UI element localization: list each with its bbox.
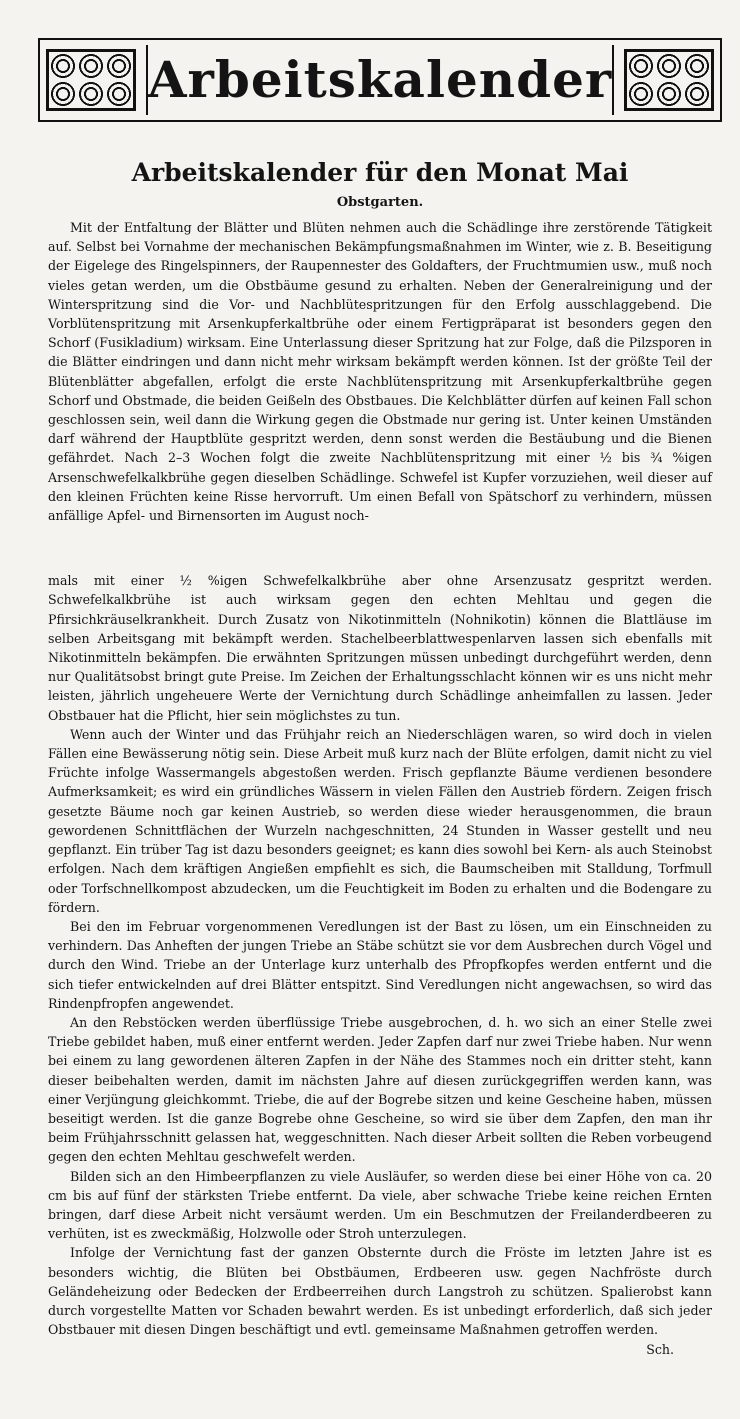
article-headline: Arbeitskalender für den Monat Mai [131, 158, 629, 187]
right-ornament [624, 49, 714, 111]
article-body-part2 [48, 571, 712, 1339]
author-signature: Sch. [646, 1342, 674, 1358]
paragraph: Wenn auch der Winter und das Frühjahr reich an Niederschlägen waren, so wird doch in vielen Fällen eine Bewässerung nötig sein. Diese Arbeit muß kurz nach der Blüte erfolgen, damit nicht zu viel Früchte infolge Wassermangels abgestoßen werden. Frisch gepflanzte Bäume verdienen besondere Aufmerksamkeit; es wird ein gründliches Wässern in vielen Fällen den Austrieb fördern. Zeigen frisch gesetzte Bäume noch gar keinen Austrieb, so werden diese wieder herausgenommen, die braun gewordenen Schnittflächen der Wurzeln nachgeschnitten, 24 Stunden in Wasser gestellt und neu gepflanzt. Ein trüber Tag ist dazu besonders geeignet; es kann dies sowohl bei Kern- als auch Steinobst erfolgen. Nach dem kräftigen Angießen empfiehlt es sich, die Baumscheiben mit Stalldung, Torfmull oder Torfschnellkompost abzudecken, um die Feuchtigkeit im Boden zu erhalten und die Bodengare zu fördern. [48, 726, 712, 915]
article [48, 158, 712, 1358]
paragraph: Infolge der Vernichtung fast der ganzen Obsternte durch die Fröste im letzten Jahre ist es besonders wichtig, die Blüten bei Obstbäumen, Erdbeeren usw. gegen Nachfröste durch Geländeheizung oder Bedecken der Erdbeerreihen durch Langstroh zu schützen. Spalierobst kann durch vorgestellte Matten vor Schaden bewahrt werden. Es ist unbedingt erforderlich, daß sich jeder Obstbauer mit diesen Dingen beschäftigt und evtl. gemeinsame Maßnahmen getroffen werden. [48, 1245, 712, 1338]
section-heading: Obstgarten. [336, 195, 424, 210]
paragraph: Bei den im Februar vorgenommenen Veredlungen ist der Bast zu lösen, um ein Einschneiden zu verhindern. Das Anheften der jungen Triebe an Stäbe schützt sie vor dem Ausbrechen durch Vögel und durch den Wind. Triebe an der Unterlage kurz unterhalb des Pfropfkopfes werden entfernt und die sich tiefer entwickelnden auf drei Blätter entspitzt. Sind Veredlungen nicht angewachsen, so wird das Rindenpfropfen angewendet. [48, 918, 712, 1011]
signature-line [48, 1339, 712, 1358]
paragraph: An den Rebstöcken werden überflüssige Triebe ausgebrochen, d. h. wo sich an einer Stelle zwei Triebe gebildet haben, muß einer entfernt werden. Jeder Zapfen darf nur zwei Triebe haben. Nur wenn bei einem zu lang gewordenen älteren Zapfen in der Nähe des Stammes noch ein dritter steht, kann dieser beibehalten werden, damit im nächsten Jahre auf diesen zurückgegriffen werden kann, was einer Verjüngung gleichkommt. Triebe, die auf der Bogrebe sitzen und keine Gescheine haben, müssen beseitigt werden. Ist die ganze Bogrebe ohne Gescheine, so wird sie über dem Zapfen, den man ihr beim Frühjahrsschnitt gelassen hat, weggeschnitten. Nach dieser Arbeit sollten die Reben vorbeugend gegen den echten Mehltau geschwefelt werden. [48, 1014, 712, 1165]
paragraph: mals mit einer ½ %igen Schwefelkalkbrühe aber ohne Arsenzusatz gespritzt werden. Schwefelkalkbrühe ist auch wirksam gegen den echten Mehltau und gegen die Pfirsichkräuselkrankheit. Durch Zusatz von Nikotinmitteln (Nohnikotin) können die Blattläuse im selben Arbeitsgang mit bekämpft werden. Stachelbeerblattwespenlarven lassen sich ebenfalls mit Nikotinmitteln bekämpfen. Die erwähnten Spritzungen müssen unbedingt durchgeführt werden, denn nur Qualitätsobst bringt gute Preise. Im Zeichen der Erhaltungsschlacht können wir es uns nicht mehr leisten, jährlich ungeheuere Werte der Vernichtung durch Schädlinge anheimfallen zu lassen. Jeder Obstbauer hat die Pflicht, hier sein möglichstes zu tun. [48, 573, 712, 723]
left-ornament [46, 49, 136, 111]
masthead [38, 38, 722, 122]
article-body-part1 [48, 218, 712, 525]
paragraph: Bilden sich an den Himbeerpflanzen zu viele Ausläufer, so werden diese bei einer Höhe von ca. 20 cm bis auf fünf der stärksten Triebe entfernt. Da viele, aber schwache Triebe keine reichen Ernten bringen, darf diese Arbeit nicht versäumt werden. Um ein Beschmutzen der Freilanderdbeeren zu verhüten, ist es zweckmäßig, Holzwolle oder Stroh unterzulegen. [48, 1168, 712, 1242]
column-gap [48, 525, 712, 571]
paragraph: Mit der Entfaltung der Blätter und Blüten nehmen auch die Schädlinge ihre zerstörende Tätigkeit auf. Selbst bei Vornahme der mechanischen Bekämpfungsmaßnahmen im Winter, wie z. B. Beseitigung der Eigelege des Ringelspinners, der Raupennester des Goldafters, der Fruchtmumien usw., muß noch vieles getan werden, um die Obstbäume gesund zu erhalten. Neben der Generalreinigung und der Winterspritzung sind die Vor- und Nachblütespritzungen für den Erfolg ausschlaggebend. Die Vorblütenspritzung mit Arsenkupferkaltbrühe oder einem Fertigpräparat ist besonders gegen den Schorf (Fusikladium) wirksam. Eine Unterlassung dieser Spritzung hat zur Folge, daß die Pilzsporen in die Blätter eindringen und dann nicht mehr wirksam bekämpft werden können. Ist der größte Teil der Blütenblätter abgefallen, erfolgt die erste Nachblütenspritzung mit Arsenkupferkaltbrühe gegen Schorf und Obstmade, die beiden Geißeln des Obstbaues. Die Kelchblätter dürfen auf keinen Fall schon geschlossen sein, weil dann die Wirkung gegen die Obstmade nur gering ist. Unter keinen Umständen darf während der Hauptblüte gespritzt werden, denn sonst werden die Bestäubung und die Bienen gefährdet. Nach 2–3 Wochen folgt die zweite Nachblütenspritzung mit einer ½ bis ¾ %igen Arsenschwefelkalkbrühe gegen dieselben Schädlinge. Schwefel ist Kupfer vorzuziehen, weil dieser auf den kleinen Früchten keine Risse hervorruft. Um einen Befall von Spätschorf zu verhindern, müssen anfällige Apfel- und Birnensorten im August noch- [48, 220, 712, 524]
masthead-title: Arbeitskalender [146, 45, 614, 115]
